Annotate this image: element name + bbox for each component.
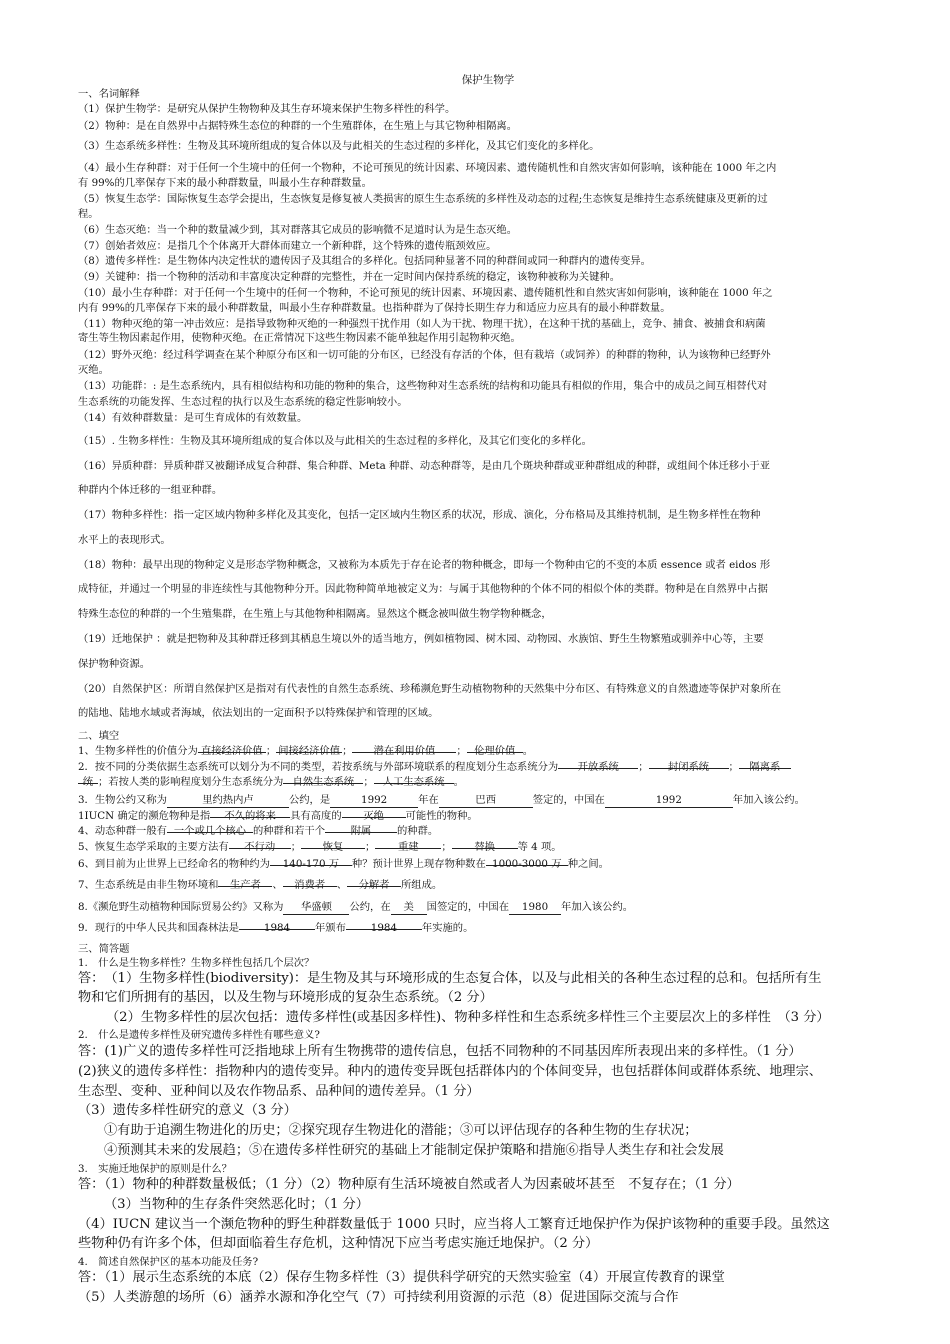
answer-blank: 灭绝 — [342, 809, 406, 824]
term-line: （12）野外灭绝：经过科学调查在某个种原分布区和一切可能的分布区，已经没有存活的个体，但有栽培（或饲养）的种群的物种，认为该物种已经野外 — [78, 349, 771, 361]
answer-blank: 恢复 — [301, 840, 365, 855]
term-line: （20）自然保护区：所谓自然保护区是指对有代表性的自然生态系统、珍稀濒危野生动植物物种的天然集中分布区、有特殊意义的自然遗迹等保护对象所在 — [78, 683, 781, 695]
short-question-title: 3. 实施迁地保护的原则是什么？ — [78, 1163, 232, 1175]
fill-question-7 — [78, 857, 898, 872]
separator: ； — [638, 761, 649, 773]
answer-blank: 统 — [78, 775, 98, 790]
question-text: 4、动态种群一般有 — [78, 825, 167, 837]
term-line: （1）保护生物学：是研究从保护生物物种及其生存环境来保护生物多样性的科学。 — [78, 103, 456, 115]
question-text: 的种群。 — [397, 825, 439, 837]
separator: 、 — [272, 879, 283, 891]
question-text: 年加入该公约。 — [732, 794, 805, 806]
answer-line: （4）IUCN 建议当一个濒危物种的野生种群数量低于 1000 只时，应当将人工繁育迁地保护作为保护该物种的重要手段。虽然这 — [78, 1217, 830, 1232]
separator: ； — [365, 841, 376, 853]
question-text: 年在 — [418, 794, 439, 806]
term-line: （10）最小生存种群：对于任何一个生境中的任何一个物种，不论可预见的统计因素、环境因素、遗传随机性和自然灾害如何影响，该种能在 1000 年之 — [78, 287, 773, 299]
short-question-title: 4. 简述自然保护区的基本功能及任务? — [78, 1256, 259, 1268]
answer-blank: 1984 — [346, 921, 422, 936]
answer-line: 答：（1）物种的种群数量极低；（1 分）（2）物种原有生活环境被自然或者人为因素破坏甚至 不复存在；（1 分） — [78, 1177, 740, 1192]
question-text: 等 4 项。 — [517, 841, 562, 853]
question-text: 可能性的物种。 — [405, 810, 478, 822]
answer-line: 生态型、变种、亚种间以及农作物品系、品种间的遗传差异。（1 分） — [78, 1084, 480, 1099]
answer-blank: 华盛顿 — [283, 900, 349, 915]
question-text: 种之间。 — [567, 858, 609, 870]
term-line: （3）生态系统多样性：生物及其环境所组成的复合体以及与此相关的生态过程的多样化，及其它们变化的多样化。 — [78, 140, 600, 152]
term-line: （11）物种灭绝的第一冲击效应：是指导致物种灭绝的一种强烈干扰作用（如人为干扰、物理干扰），在这种干扰的基础上，竞争、捕食、被捕食和病菌 — [78, 318, 766, 330]
section-heading-fill: 二、填空 — [78, 730, 120, 742]
term-line: （18）物种：最早出现的物种定义是形态学物种概念，又被称为本质先于存在论者的物种概念，即每一个物种由它的不变的本质 essence 或者 eidos 形 — [78, 559, 771, 571]
question-text: ；若按人类的影响程度划分生态系统分为 — [98, 776, 284, 788]
question-text: 公约，在 — [349, 901, 391, 913]
fill-question-9 — [78, 900, 898, 915]
fill-question-6 — [78, 840, 898, 855]
term-line: （7）创始者效应：是指几个个体离开大群体而建立一个新种群，这个特殊的遗传瓶颈效应。 — [78, 240, 497, 252]
answer-line: （2）生物多样性的层次包括：遗传多样性(或基因多样性)、物种多样性和生态系统多样性三个主要层次上的多样性 （3 分） — [106, 1010, 830, 1025]
answer-line: 些物种仍有许多个体，但却面临着生存危机，这种情况下应当考虑实施迁地保护。（2 分） — [78, 1236, 599, 1251]
answer-blank: 1984 — [239, 921, 315, 936]
answer-blank: 生产者 — [218, 878, 272, 893]
answer-blank: 分解者 — [347, 878, 401, 893]
term-line: 灭绝。 — [78, 364, 109, 376]
short-question-title: 2. 什么是遗传多样性及研究遗传多样性有哪些意义? — [78, 1029, 320, 1041]
section-heading-short-answer: 三、简答题 — [78, 943, 130, 955]
term-line: 寄生等生物因素起作用，使物种灭绝。在正常情况下这些生物因素不能单独起作用引起物种灭绝。 — [78, 332, 521, 344]
answer-line: 答： （1）生物多样性(biodiversity)：是生物及其与环境形成的生态复合体，以及与此相关的各种生态过程的总和。包括所有生 — [78, 971, 822, 986]
separator: 、 — [336, 879, 348, 891]
question-text: 6、到目前为止世界上已经命名的物种约为 — [78, 858, 270, 870]
term-line: （16）异质种群：异质种群又被翻译成复合种群、集合种群、Meta 种群、动态种群等，是由几个斑块种群或亚种群组成的种群，或组间个体迁移小于亚 — [78, 460, 770, 472]
fill-question-1 — [78, 744, 898, 759]
answer-blank: 巴西 — [439, 793, 533, 808]
question-text: 具有高度的 — [290, 810, 342, 822]
answer-blank: 1980 — [509, 900, 561, 915]
question-text: 5、恢复生态学采取的主要方法有 — [78, 841, 229, 853]
answer-blank: 直接经济价值 — [198, 744, 266, 759]
answer-blank: 1992 — [605, 793, 733, 808]
question-text: 2．按不同的分类依据生态系统可以划分为不同的类型，若按系统与外部环境联系的程度划分生态系统分为 — [78, 761, 559, 773]
question-text: 1IUCN 确定的濒危物种是指 — [78, 810, 211, 822]
term-line: 成特征，并通过一个明显的非连续性与其他物种分开。因此物种简单地被定义为：与属于其他物种的个体不同的相似个体的类群。物种是在自然界中占据 — [78, 583, 768, 595]
term-line: 内有 99%的几率保存下来的最小种群数量，叫最小生存种群数量。也指种群为了保持长期生存力和适应力应具有的最小种群数量。 — [78, 302, 671, 314]
question-text: 7、生态系统是由非生物环境和 — [78, 879, 219, 891]
fill-question-8 — [78, 878, 898, 893]
term-line: （8）遗传多样性：是生物体内决定性状的遗传因子及其组合的多样化。包括同种显著不同的种群间或同一种群内的遗传变异。 — [78, 255, 651, 267]
answer-blank: 隔离系 — [739, 760, 791, 775]
answer-line: ④预测其未来的发展趋；⑤在遗传多样性研究的基础上才能制定保护策略和措施⑥指导人类生存和社会发展 — [104, 1143, 724, 1158]
answer-blank: 附属 — [325, 824, 397, 839]
answer-blank: 替换 — [452, 840, 518, 855]
answer-line: (2)狭义的遗传多样性：指物种内的遗传变异。种内的遗传变异既包括群体内的个体间变异，也包括群体间或群体系统、地理宗、 — [78, 1064, 822, 1079]
answer-blank: 封闭系统 — [649, 760, 729, 775]
answer-blank: 自然生态系统 — [283, 775, 363, 790]
answer-blank: 里约热内卢 — [167, 793, 289, 808]
term-line: 程。 — [78, 208, 99, 220]
answer-blank: 美 — [391, 900, 427, 915]
document-title: 保护生物学 — [461, 74, 515, 86]
answer-blank: 1000-3000 万 — [486, 857, 568, 872]
term-line: （5）恢复生态学：国际恢复生态学会提出，生态恢复是修复被人类损害的原生生态系统的多样性及动态的过程;生态恢复是维持生态系统健康及更新的过 — [78, 193, 768, 205]
fill-question-2 — [78, 760, 898, 775]
answer-blank: 伦理价值 — [467, 744, 523, 759]
answer-blank: 一个或几个核心 — [167, 824, 253, 839]
term-line: 特殊生态位的种群的一个生殖集群，在生殖上与其他物种相隔离。显然这个概念被叫做生物学物种概念， — [78, 608, 552, 620]
term-line: 水平上的表现形式。 — [78, 534, 171, 546]
short-question-title: 1. 什么是生物多样性？生物多样性包括几个层次？ — [78, 957, 315, 969]
answer-line: 答：(1)广义的遗传多样性可泛指地球上所有生物携带的遗传信息，包括不同物种的不同基因库所表现出来的多样性。（1 分） — [78, 1044, 802, 1059]
question-text: 年实施的。 — [421, 922, 474, 934]
question-text: 9．现行的中华人民共和国森林法是 — [78, 922, 240, 934]
fill-question-4 — [78, 809, 898, 824]
separator: ； — [728, 761, 739, 773]
term-line: （17）物种多样性：指一定区域内物种多样化及其变化，包括一定区域内生物区系的状况，形成、演化，分布格局及其维持机制，是生物多样性在物种 — [78, 509, 761, 521]
term-line: 的陆地、陆地水域或者海域，依法划出的一定面积予以特殊保护和管理的区域。 — [78, 707, 439, 719]
answer-blank: 140-170 万 — [270, 857, 352, 872]
term-line: （4）最小生存种群：对于任何一个生境中的任何一个物种，不论可预见的统计因素、环境因素、遗传随机性和自然灾害如何影响，该种能在 1000 年之内 — [78, 162, 777, 174]
fill-question-10 — [78, 921, 898, 936]
separator: ； — [456, 745, 467, 757]
question-text: 8.《濒危野生动植物种国际贸易公约》又称为 — [78, 901, 284, 913]
separator: ； — [342, 745, 353, 757]
separator: ； — [441, 841, 452, 853]
answer-blank: 人工生态系统 — [374, 775, 454, 790]
separator: ； — [363, 776, 374, 788]
question-text: 公约，是 — [288, 794, 331, 806]
fill-question-5 — [78, 824, 898, 839]
section-heading-terms: 一、名词解释 — [78, 88, 140, 100]
answer-blank: 1992 — [330, 793, 418, 808]
separator: 。 — [522, 745, 534, 757]
fill-question-3 — [78, 793, 898, 808]
answer-line: （5）人类游憩的场所（6）涵养水源和净化空气（7）可持续利用资源的示范（8）促进国际交流与合作 — [78, 1290, 679, 1305]
term-line: （6）生态灭绝：当一个种的数量减少到，其对群落其它成员的影响微不足道时认为是生态灭绝。 — [78, 224, 518, 236]
answer-blank: 间接经济价值 — [276, 744, 342, 759]
question-text: 种？预计世界上现存物种数在 — [351, 858, 486, 870]
term-line: （19）迁地保护 ：就是把物种及其种群迁移到其栖息生境以外的适当地方，例如植物园、树木园、动物园、水族馆、野生生物繁殖或驯养中心等，主要 — [78, 633, 764, 645]
question-text: 1、生物多样性的价值分为 — [78, 745, 198, 757]
question-text: 国签定的，中国在 — [426, 901, 510, 913]
term-line: 种群内个体迁移的一组亚种群。 — [78, 484, 223, 496]
term-line: （13）功能群：: 是生态系统内，具有相似结构和功能的物种的集合，这些物种对生态系统的结构和功能具有相似的作用，集合中的成员之间互相替代对 — [78, 380, 768, 392]
term-line: 生态系统的功能发挥、生态过程的执行以及生态系统的稳定性影响较小。 — [78, 396, 408, 408]
question-text: 年加入该公约。 — [561, 901, 634, 913]
question-text: 的种群和若干个 — [252, 825, 326, 837]
answer-blank: 消费者 — [283, 878, 337, 893]
answer-blank: 开放系统 — [558, 760, 638, 775]
answer-blank: 潜在利用价值 — [352, 744, 456, 759]
answer-blank: 不久的将来 — [210, 809, 290, 824]
answer-blank: 重建 — [375, 840, 441, 855]
term-line: 保护物种资源。 — [78, 658, 151, 670]
question-text: 签定的，中国在 — [532, 794, 605, 806]
term-line: （9）关键种：指一个物种的活动和丰富度决定种群的完整性，并在一定时间内保持系统的稳定，该物种被称为关键种。 — [78, 271, 620, 283]
separator: ； — [290, 841, 302, 853]
term-line: 有 99%的几率保存下来的最小种群数量，叫最小生存种群数量。 — [78, 177, 372, 189]
question-text: 3．生物公约又称为 — [78, 794, 167, 806]
term-line: （2）物种：是在自然界中占据特殊生态位的种群的一个生殖群体，在生殖上与其它物种相隔离。 — [78, 120, 518, 132]
question-text: 所组成。 — [401, 879, 443, 891]
answer-line: 物和它们所拥有的基因，以及生物与环境形成的复杂生态系统。（2 分） — [78, 990, 493, 1005]
term-line: （15）. 生物多样性：生物及其环境所组成的复合体以及与此相关的生态过程的多样化，及其它们变化的多样化。 — [78, 435, 592, 447]
separator: ； — [265, 745, 277, 757]
answer-line: （3）遗传多样性研究的意义（3 分） — [78, 1103, 297, 1118]
answer-line: 答：（1）展示生态系统的本底（2）保存生物多样性（3）提供科学研究的天然实验室（4）开展宣传教育的课堂 — [78, 1270, 725, 1285]
answer-line: （3）当物种的生存条件突然恶化时；（1 分） — [104, 1197, 369, 1212]
question-text: 年颁布 — [315, 922, 346, 934]
term-line: （14）有效种群数量：是可生育成体的有效数量。 — [78, 412, 308, 424]
answer-blank: 不行动 — [229, 840, 291, 855]
answer-line: ①有助于追溯生物进化的历史；②探究现存生物进化的潜能；③可以评估现存的各种生物的生存状况； — [104, 1123, 698, 1138]
separator: 。 — [453, 776, 464, 788]
fill-question-2-cont — [78, 775, 898, 790]
